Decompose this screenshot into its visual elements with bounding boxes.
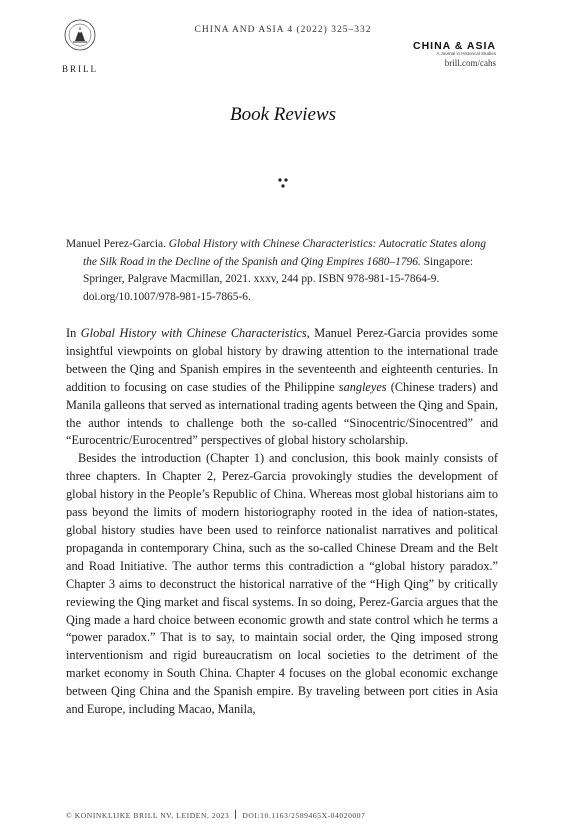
brill-emblem-icon [63, 18, 97, 58]
citation-author: Manuel Perez-Garcia. [66, 238, 166, 250]
journal-subtitle: A Journal in Historical Studies [436, 51, 496, 56]
citation-doi[interactable]: doi.org/10.1007/978-981-15-7865-6. [83, 290, 251, 303]
paragraph-2: Besides the introduction (Chapter 1) and conclusion, this book mainly consists of three chapters. In Chapter 2, Perez-Garcia provokingly studies the development of global history in the People’s Republic of China. Whereas most global historians aim to pass beyond the limits of modern historiography rooted in the idea of nation-states, global history studies have been used to reinforce nationalist narratives and political propaganda in contemporary China, such as the so-called Chinese Dream and the Belt and Road Initiative. The author terms this contradiction a “global history paradox.” Chapter 3 aims to deconstruct the historical narrative of the “High Qing” by critically reviewing the Qing market and fiscal systems. In so doing, Perez-Garcia argues that the Qing made a hard choice between economic growth and state control which he terms a “power paradox.” That is to say, to maintain social order, the Qing imposed strong interventionism and rigid bureaucratism on local societies to the detriment of the market economy in South China. Chapter 4 focuses on the global economic exchange between Qing China and the Spanish empire. By traveling between port cities in Asia and Europe, including Macao, Manila, [66, 451, 498, 717]
citation-publication: Singapore: Springer, Palgrave Macmillan, 2021. xxxv, 244 pp. ISBN 978-981-15-7864-9. [83, 255, 473, 285]
term-sangleyes: sangleyes [338, 379, 387, 394]
page-footer [66, 810, 366, 820]
footer-copyright: © KONINKLIJKE BRILL NV, LEIDEN, 2023 [66, 811, 230, 820]
publisher-name: BRILL [62, 64, 98, 74]
running-head: CHINA AND ASIA 4 (2022) 325–332 [194, 25, 372, 35]
section-ornament [0, 176, 566, 190]
book-citation [66, 236, 502, 306]
paragraph-1: In Global History with Chinese Characteristics, Manuel Perez-Garcia provides some insightful viewpoints on global history by drawing attention to the international trade between the Qing and Spanish empires in the seventeenth and eighteenth centuries. In addition to focusing on case studies of the Philippine sangleyes (Chinese traders) and Manila galleons that served as international trading agents between the Qing and Spain, the author intends to challenge both the so-called “Sinocentric/Sinocentred” and “Eurocentric/Eurocentred” perspectives of global history scholarship. [66, 326, 498, 448]
review-body [66, 325, 498, 719]
three-dot-ornament-icon [276, 176, 290, 190]
citation-title: Global History with Chinese Characteristics: Autocratic States along the Silk Road in the Decline of the Spanish and Qing Empires 1680–1796. [83, 238, 486, 268]
book-title-inline: Global History with Chinese Characteristics [80, 326, 307, 340]
footer-separator [235, 810, 236, 819]
journal-url[interactable]: brill.com/cahs [444, 58, 496, 68]
journal-block [413, 40, 496, 68]
footer-doi[interactable]: DOI:10.1163/2589465X-04020007 [242, 811, 366, 820]
section-title: Book Reviews [229, 104, 337, 125]
journal-logo: CHINA & ASIA [413, 40, 496, 52]
